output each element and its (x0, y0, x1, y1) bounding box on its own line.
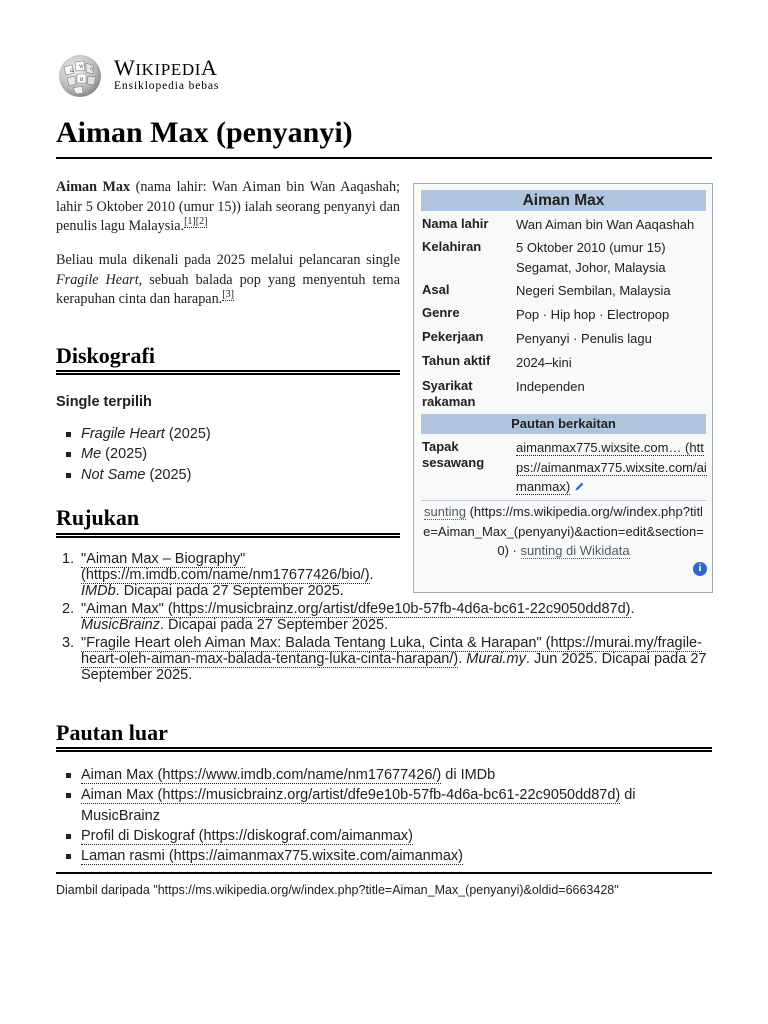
list-item: Aiman Max (https://musicbrainz.org/artist/dfe9e10b-57fb-4d6a-bc61-22c9050dd87d) di MusicBrainz (56, 785, 696, 826)
external-link-diskograf[interactable]: Profil di Diskograf (https://diskograf.com/aimanmax) (81, 827, 413, 844)
reference-item: 2. "Aiman Max" (https://musicbrainz.org/artist/dfe9e10b-57fb-4d6a-bc61-22c9050dd87d). MusicBrainz. Dicapai pada 27 September 2025. (62, 601, 635, 633)
section-heading-pautan-luar: Pautan luar (56, 720, 168, 745)
infobox-footer: sunting (https://ms.wikipedia.org/w/index.php?title=Aiman_Max_(penyanyi)&action=edit&section=0) · sunting di Wikidata (423, 504, 704, 558)
list-item: Me (2025) (56, 444, 211, 464)
list-item (56, 826, 716, 846)
infobox-title: Aiman Max (421, 190, 706, 211)
singles-list (56, 424, 211, 485)
lead-paragraph-1: Aiman Max (nama lahir: Wan Aiman bin Wan Aaqashah; lahir 5 Oktober 2010 (umur 15)) ialah seorang penyanyi dan penulis lagu Malaysia.[1][2] (56, 179, 400, 234)
external-link-official-site[interactable]: Laman rasmi (https://aimanmax775.wixsite.com/aimanmax) (81, 848, 463, 865)
reference-item: 3. "Fragile Heart oleh Aiman Max: Balada Tentang Luka, Cinta & Harapan" (https://murai.my/fragile-heart-oleh-aiman-max-balada-tentang-luka-cinta-harapan/). Murai.my. Jun 2025. Dicapai pada 27 September 2025. (62, 635, 707, 683)
reference-item: 1. "Aiman Max – Biography" (https://m.imdb.com/name/nm17677426/bio/). IMDb. Dicapai pada 27 September 2025. (62, 551, 374, 599)
reference-link-2[interactable]: "Aiman Max" (https://musicbrainz.org/artist/dfe9e10b-57fb-4d6a-bc61-22c9050dd87d) (81, 601, 631, 617)
wikipedia-wordmark: WIKIPEDIA (114, 55, 218, 80)
subject-name: Aiman Max (56, 179, 131, 195)
section-heading-diskografi: Diskografi (56, 343, 155, 368)
wikipedia-tagline: Ensiklopedia bebas (114, 80, 220, 92)
lead-paragraph-2: Beliau mula dikenali pada 2025 melalui pelancaran single Fragile Heart, sebuah balada pop yang menyentuh tema kerapuhan cinta dan harapan.[3] (56, 252, 401, 307)
svg-text:И: И (80, 78, 84, 83)
footer-divider (56, 872, 712, 874)
subheading-single-terpilih: Single terpilih (56, 394, 152, 410)
wikipedia-logo[interactable] (56, 53, 256, 99)
external-link-imdb[interactable]: Aiman Max (https://www.imdb.com/name/nm17677426/) (81, 767, 442, 783)
infobox-footer-divider (421, 500, 706, 501)
citation-1[interactable]: [1] (184, 216, 196, 228)
section-divider (56, 370, 400, 375)
section-divider (56, 747, 712, 752)
edit-pencil-icon[interactable] (574, 481, 585, 492)
infobox-subheader: Pautan berkaitan (421, 414, 706, 434)
reference-link-3[interactable]: "Fragile Heart oleh Aiman Max: Balada Tentang Luka, Cinta & Harapan" (https://murai.my/fragile-heart-oleh-aiman-max-balada-tentang-luka-cinta-harapan/) (81, 635, 702, 667)
svg-text:Ω: Ω (70, 69, 74, 74)
reference-link-1[interactable]: "Aiman Max – Biography" (https://m.imdb.com/name/nm17677426/bio/) (81, 551, 370, 583)
list-item: Aiman Max (https://www.imdb.com/name/nm17677426/) di IMDb (56, 765, 716, 785)
external-links-list (56, 765, 716, 866)
section-heading-rujukan: Rujukan (56, 505, 140, 530)
edit-wikidata-link[interactable]: sunting di Wikidata (520, 543, 630, 558)
citation-2[interactable]: [2] (195, 216, 208, 228)
info-icon[interactable]: i (693, 562, 707, 576)
section-divider (56, 533, 400, 538)
retrieved-from-text: Diambil daripada "https://ms.wikipedia.org/w/index.php?title=Aiman_Max_(penyanyi)&oldid=6663428" (56, 883, 619, 897)
external-link-musicbrainz[interactable]: Aiman Max (https://musicbrainz.org/artist/dfe9e10b-57fb-4d6a-bc61-22c9050dd87d) (81, 787, 621, 804)
svg-text:ウ: ウ (89, 68, 95, 73)
wikipedia-globe-icon (56, 53, 104, 99)
list-item (56, 846, 716, 866)
infobox: Aiman Max Nama lahir Wan Aiman bin Wan Aaqashah Kelahiran 5 Oktober 2010 (umur 15) Segamat, Johor, Malaysia Asal Negeri Sembilan, Malaysia Genre Pop · Hip hop · Electropop Pekerjaan Penyanyi · Penulis lagu Tahun aktif 2024–kini Syarikat rakaman Independen Pautan berkaitan Tapak sesawang aimanmax775.wixsite.com… (https://aimanmax775.wixsite.com/aimanmax) sunting (https://ms.wikipedia.org/w/index.php?title=Aiman_Max_(penyanyi)&action=edit&section=0) · sunting di Wikidata i (413, 183, 713, 593)
edit-link[interactable]: sunting (424, 504, 466, 519)
citation-3[interactable]: [3] (222, 289, 234, 301)
single-title: Fragile Heart (56, 271, 139, 288)
website-link[interactable]: aimanmax775.wixsite.com… (https://aimanmax775.wixsite.com/aimanmax) (516, 440, 707, 494)
page-title: Aiman Max (penyanyi) (56, 116, 353, 149)
list-item: Fragile Heart (2025) (56, 424, 211, 444)
svg-text:W: W (79, 65, 84, 70)
title-divider (56, 157, 712, 159)
list-item: Not Same (2025) (56, 465, 211, 485)
